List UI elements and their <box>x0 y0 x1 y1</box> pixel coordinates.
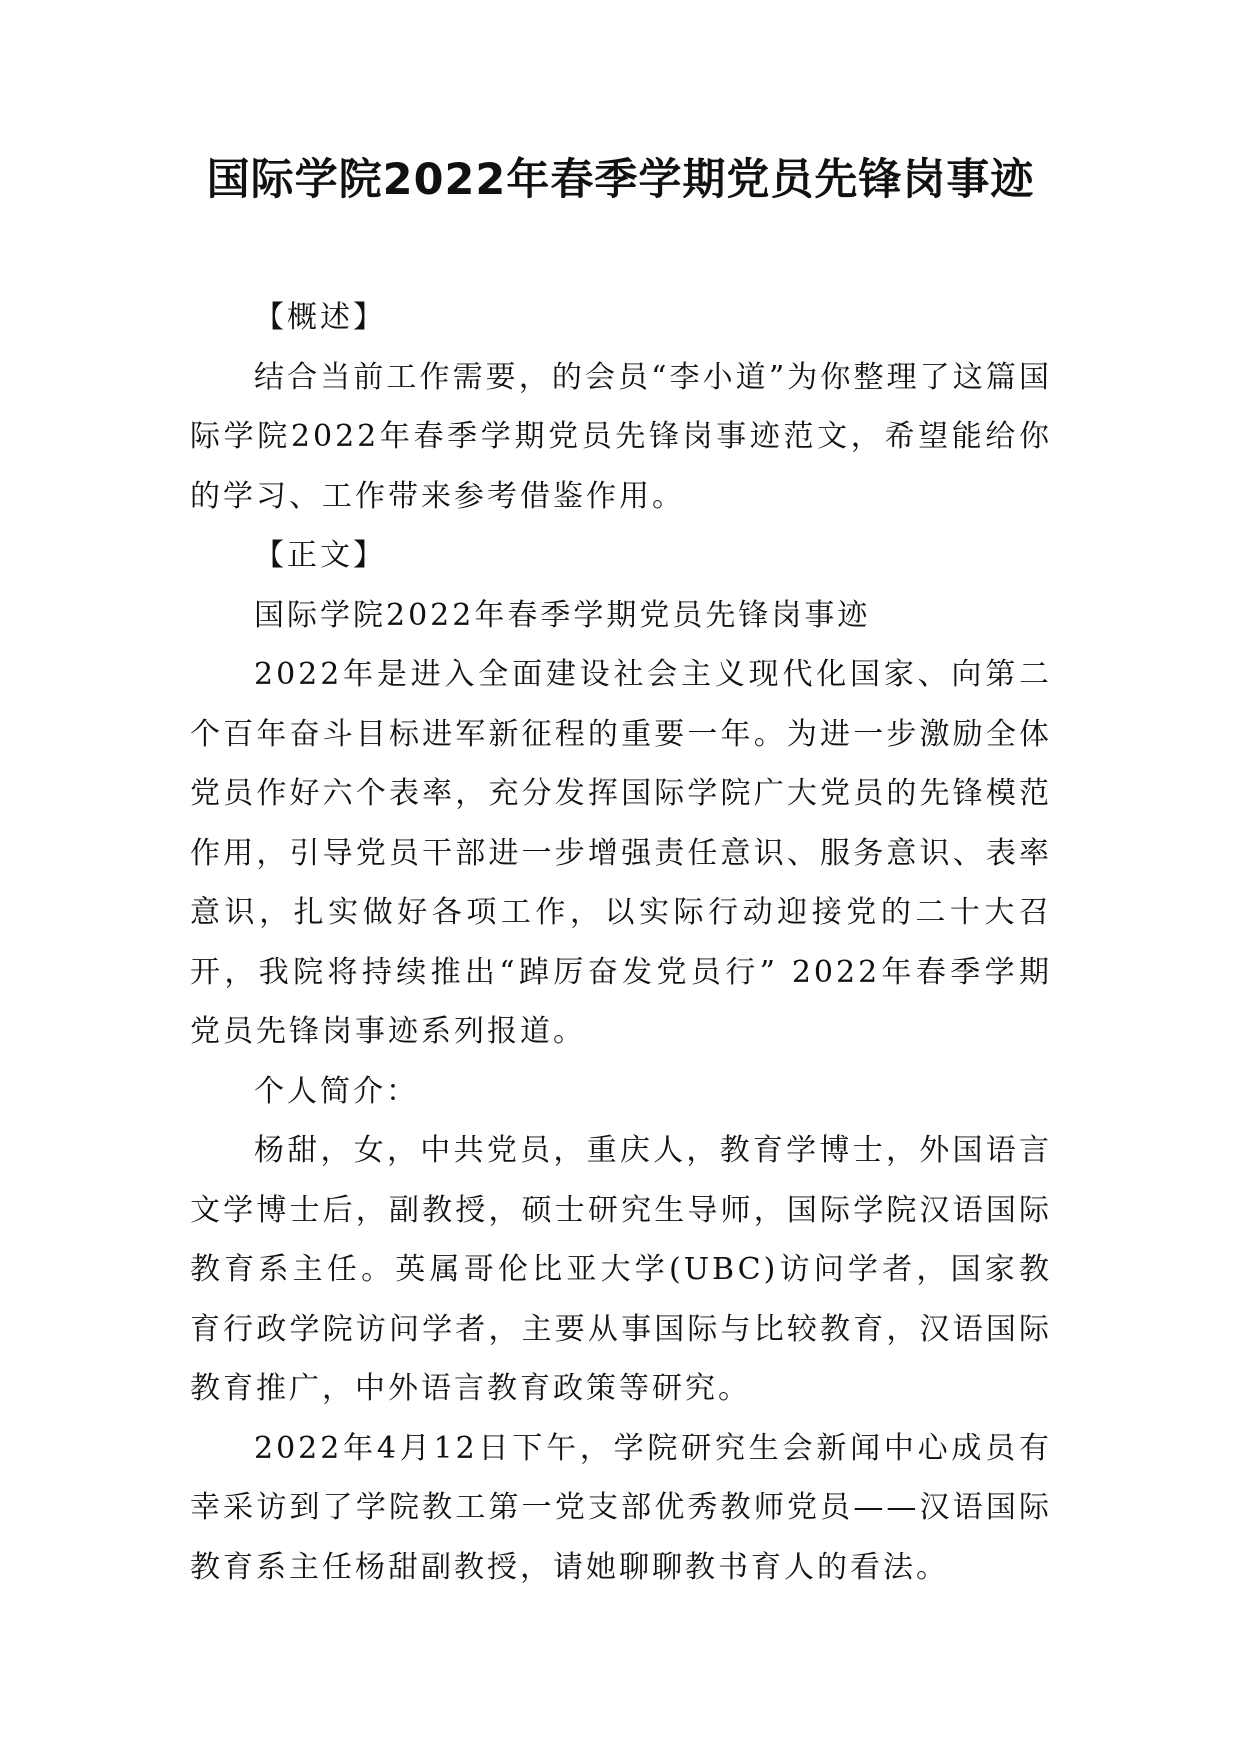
paragraph-background: 2022年是进入全面建设社会主义现代化国家、向第二个百年奋斗目标进军新征程的重要一年。为进一步激励全体党员作好六个表率，充分发挥国际学院广大党员的先锋模范作用，引导党员干部进一步增强责任意识、服务意识、表率意识，扎实做好各项工作，以实际行动迎接党的二十大召开，我院将持续推出“踔厉奋发党员行” 2022年春季学期党员先锋岗事迹系列报道。 <box>190 657 1052 1049</box>
paragraph-intro: 结合当前工作需要，的会员“李小道”为你整理了这篇国际学院2022年春季学期党员先锋岗事迹范文，希望能给你的学习、工作带来参考借鉴作用。 <box>190 359 1052 514</box>
section-heading-main: 【正文】 <box>254 538 386 573</box>
paragraph-profile: 杨甜，女，中共党员，重庆人，教育学博士，外国语言文学博士后，副教授，硕士研究生导师，国际学院汉语国际教育系主任。英属哥伦比亚大学(UBC)访问学者，国家教育行政学院访问学者，主要从事国际与比较教育，汉语国际教育推广，中外语言教育政策等研究。 <box>190 1133 1052 1406</box>
paragraph-interview: 2022年4月12日下午，学院研究生会新闻中心成员有幸采访到了学院教工第一党支部优秀教师党员——汉语国际教育系主任杨甜副教授，请她聊聊教书育人的看法。 <box>190 1430 1052 1585</box>
document-title: 国际学院2022年春季学期党员先锋岗事迹 <box>206 155 1035 205</box>
section-heading-overview: 【概述】 <box>254 300 386 335</box>
paragraph-profile-heading: 个人简介： <box>254 1073 419 1109</box>
document-body <box>190 288 1052 1597</box>
paragraph-subtitle: 国际学院2022年春季学期党员先锋岗事迹 <box>254 597 871 633</box>
